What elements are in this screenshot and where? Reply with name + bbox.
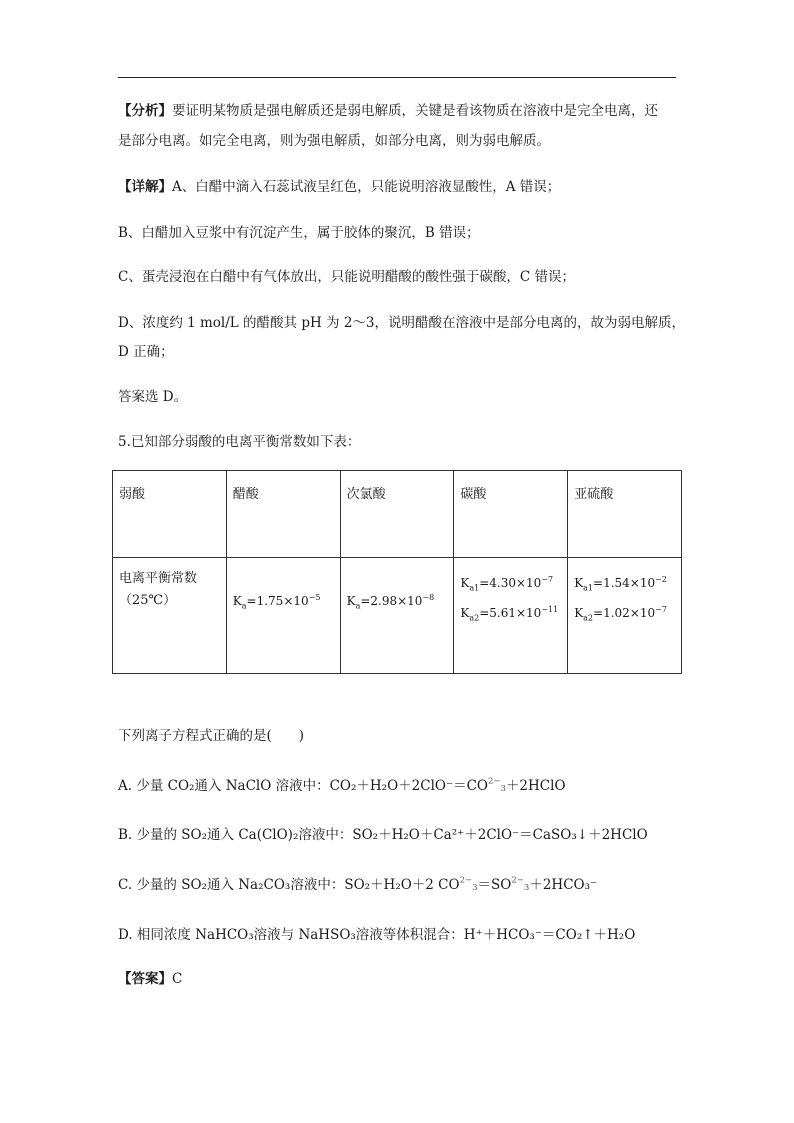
ka-value: =5.61×10 <box>479 606 542 621</box>
ka-subscript: a <box>241 601 247 611</box>
ka-symbol: K <box>346 594 356 609</box>
ion-subscript: 3 <box>523 883 530 893</box>
row-label-2: （25℃） <box>119 593 177 609</box>
acetic-acid-ka-cell <box>226 558 340 674</box>
option-c <box>118 875 597 895</box>
ka-value: =2.98×10 <box>360 594 423 609</box>
ka-exponent: −7 <box>655 605 667 615</box>
ka-value: =1.02×10 <box>593 606 656 621</box>
ka-subscript: a <box>355 601 361 611</box>
sulfurous-ka2 <box>574 598 675 628</box>
detail-line-b: B、白醋加入豆浆中有沉淀产生，属于胶体的聚沉，B 错误； <box>118 225 480 241</box>
ka-exponent: −7 <box>541 575 554 585</box>
ka-symbol: K <box>574 576 584 591</box>
ka-exponent: −11 <box>541 605 559 615</box>
ka-value: =1.54×10 <box>593 576 656 591</box>
ka-subscript: a1 <box>583 583 594 593</box>
table-header-cell: 碳酸 <box>454 471 568 558</box>
analysis-line-2: 是部分电离。如完全电离，则为强电解质，如部分电离，则为弱电解质。 <box>118 133 550 149</box>
option-c-head: C. 少量的 SO₂通入 Na₂CO₃溶液中：SO₂＋H₂O＋2 CO <box>118 877 460 893</box>
table-header-cell: 次氯酸 <box>340 471 454 558</box>
ionization-constant-table <box>112 470 682 674</box>
detail-tag: 【详解】 <box>118 179 172 195</box>
ion-charge: 2− <box>487 776 501 787</box>
carbonate-ion-marker <box>459 875 478 893</box>
ka-symbol: K <box>460 606 470 621</box>
detail-line-d1: D、浓度约 1 mol/L 的醋酸其 pH 为 2～3，说明醋酸在溶液中是部分电离的，故为弱电解质， <box>118 315 686 331</box>
ka-symbol: K <box>574 606 584 621</box>
table-header-row <box>113 471 682 558</box>
option-a-tail: ＋2HClO <box>505 778 566 794</box>
ka-exponent: −2 <box>655 575 667 585</box>
q5-question: 下列离子方程式正确的是( ) <box>118 728 305 744</box>
ka-subscript: a2 <box>469 613 480 623</box>
option-a <box>118 776 566 796</box>
ka-value: =4.30×10 <box>479 576 542 591</box>
hypochlorous-acid-ka-cell <box>340 558 454 674</box>
sulfite-ion-marker <box>511 875 530 893</box>
ion-subscript: 3 <box>500 784 506 794</box>
row-label-1: 电离平衡常数 <box>119 571 198 587</box>
table-data-row <box>113 558 682 674</box>
option-a-text: A. 少量 CO₂通入 NaClO 溶液中：CO₂＋H₂O＋2ClO⁻＝CO <box>118 778 488 794</box>
ka-exponent: −5 <box>308 593 321 603</box>
detail-line-c: C、蛋壳浸泡在白醋中有气体放出，只能说明醋酸的酸性强于碳酸，C 错误； <box>118 269 575 285</box>
ka-value: =1.75×10 <box>246 594 309 609</box>
answer-line <box>118 969 182 989</box>
carbonic-acid-ka-cell <box>454 558 568 674</box>
detail-answer-line: 答案选 D。 <box>118 389 188 405</box>
ion-charge: 2− <box>459 875 473 886</box>
analysis-text-1: 要证明某物质是强电解质还是弱电解质，关键是看该物质在溶液中是完全电离，还 <box>172 103 658 119</box>
carbonic-ka2 <box>460 598 561 628</box>
answer-tag: 【答案】 <box>118 971 172 987</box>
option-c-mid: ＝SO <box>477 877 512 893</box>
hypochlorous-ka <box>347 586 448 616</box>
ka-subscript: a2 <box>583 613 594 623</box>
table-header-cell: 弱酸 <box>113 471 227 558</box>
ion-subscript: 3 <box>472 883 478 893</box>
carbonic-ka1 <box>460 568 561 598</box>
detail-line-a <box>118 177 560 197</box>
ka-symbol: K <box>460 576 470 591</box>
option-c-tail: ＋2HCO₃⁻ <box>529 877 598 893</box>
q5-title: 5.已知部分弱酸的电离平衡常数如下表： <box>118 434 361 450</box>
carbonate-ion-marker <box>487 776 506 794</box>
sulfurous-ka1 <box>574 568 675 598</box>
ka-symbol: K <box>232 594 242 609</box>
answer-value: C <box>172 971 183 987</box>
table-header-cell: 亚硫酸 <box>568 471 682 558</box>
header-rule <box>118 77 676 78</box>
option-b: B. 少量的 SO₂通入 Ca(ClO)₂溶液中：SO₂＋H₂O＋Ca²⁺＋2ClO⁻＝CaSO₃↓＋2HClO <box>118 827 648 843</box>
row-label-cell <box>113 558 227 674</box>
analysis-line-1 <box>118 101 658 121</box>
sulfurous-acid-ka-cell <box>568 558 682 674</box>
ka-subscript: a1 <box>469 583 480 593</box>
option-d: D. 相同浓度 NaHCO₃溶液与 NaHSO₃溶液等体积混合：H⁺＋HCO₃⁻＝CO₂↑＋H₂O <box>118 927 636 943</box>
ka-exponent: −8 <box>422 593 435 603</box>
table-header-cell: 醋酸 <box>226 471 340 558</box>
analysis-tag: 【分析】 <box>118 103 172 119</box>
detail-a-text: A、白醋中滴入石蕊试液呈红色，只能说明溶液显酸性，A 错误； <box>172 179 561 195</box>
detail-line-d2: D 正确； <box>118 344 174 360</box>
ion-charge: 2− <box>511 875 524 886</box>
acetic-ka <box>233 586 334 616</box>
